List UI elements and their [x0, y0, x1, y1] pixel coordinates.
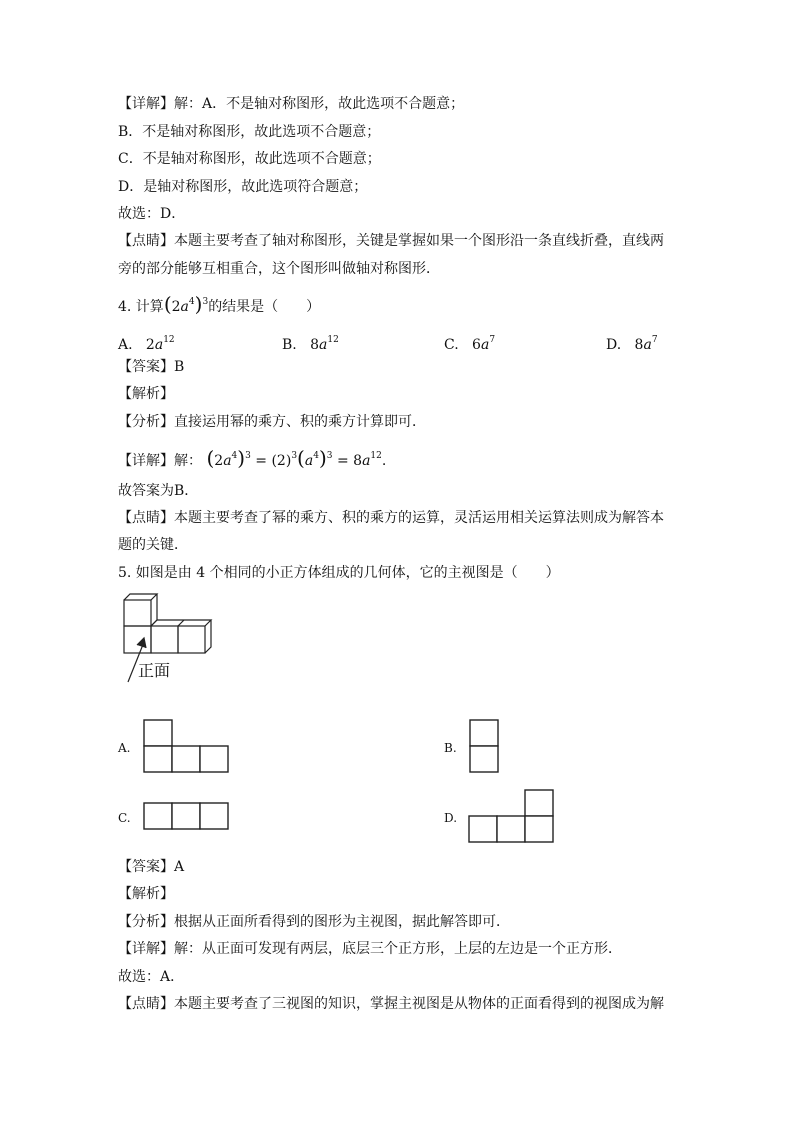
q5-option-d[interactable]: D.: [444, 811, 458, 825]
answer-tag: 【答案】: [118, 359, 174, 375]
eq-rhs-exp: 12: [370, 451, 382, 461]
option-coef: 2: [145, 337, 155, 353]
q5-option-a[interactable]: A.: [118, 741, 131, 755]
q5-answer: [118, 857, 184, 877]
option-var: a: [643, 337, 652, 353]
q5-analysis-tag: 【解析】: [118, 886, 174, 902]
q4-comment-text: 本题主要考查了幂的乘方、积的乘方的运算，灵活运用相关运算法则成为解答本: [174, 510, 664, 526]
analysis-text: 根据从正面所看得到的图形为主视图，据此解答即可．: [174, 914, 510, 930]
q4-stem-expression: $(2a^4)^3$: [163, 292, 209, 316]
eq-rhs-coef: 8: [353, 453, 363, 469]
q3-detail-c: C．不是轴对称图形，故此选项不合题意；: [118, 151, 381, 167]
answer-tag: 【答案】: [118, 859, 174, 875]
eq-inner-exp: 4: [313, 451, 319, 461]
q4-analysis-tag: 【解析】: [118, 386, 174, 402]
q5-option-b[interactable]: B.: [444, 741, 457, 755]
comment-tag: 【点睛】: [118, 233, 174, 249]
cube-top-top: [124, 594, 157, 600]
analysis-sub-tag: 【分析】: [118, 414, 174, 430]
q3-detail-b: B．不是轴对称图形，故此选项不合题意；: [118, 124, 381, 140]
option-letter: A.: [118, 337, 133, 353]
comment-tag: 【点睛】: [118, 996, 174, 1012]
q5-choose: 故选：A．: [118, 969, 185, 985]
eq-inner-exp: 4: [231, 451, 238, 461]
q4-equation: $(2a^4)^3 = (2)^3(a^4)^3 = 8a^{12}$.: [206, 446, 387, 470]
q3-choose: 故选：D．: [118, 206, 186, 222]
option-exp: 7: [489, 335, 496, 345]
q3-detail-d: D．是轴对称图形，故此选项符合题意；: [118, 179, 368, 195]
expr-coef: 2: [171, 299, 181, 315]
comment-text: 本题主要考查了三视图的知识，掌握主视图是从物体的正面看得到的视图成为解: [174, 996, 664, 1012]
eq-mid-exp: 3: [291, 451, 298, 461]
option-letter: B.: [282, 337, 297, 353]
q5-stem: 5. 如图是由 4 个相同的小正方体组成的几何体，它的主视图是（ ）: [118, 565, 560, 581]
option-d-figure: [469, 790, 553, 842]
arrow-head-icon: [137, 638, 146, 648]
q5-comment: [118, 994, 664, 1014]
answer-value: B: [174, 359, 185, 375]
q3-detail-a: 解：A．不是轴对称图形，故此选项不合题意；: [174, 96, 465, 112]
eq-end: .: [381, 453, 387, 469]
q3-comment-text: 本题主要考查了轴对称图形，关键是掌握如果一个图形沿一条直线折叠，直线两: [174, 233, 664, 249]
detail-prefix: 解：: [174, 453, 202, 469]
q5-option-c[interactable]: C.: [118, 811, 131, 825]
eq-outer-exp: 3: [245, 451, 251, 461]
answer-value: A: [174, 859, 185, 875]
option-exp: 7: [651, 335, 658, 345]
eq-mid-coef: (2): [271, 453, 292, 469]
option-coef: 6: [472, 337, 481, 353]
comment-tag: 【点睛】: [118, 510, 174, 526]
eq-var: a: [304, 453, 314, 469]
option-coef: 8: [310, 337, 320, 353]
figure-front-label: 正面: [138, 661, 171, 680]
option-exp: 12: [163, 335, 175, 345]
eq-lhs-coef: 2: [214, 453, 224, 469]
detail-tag: 【详解】: [118, 96, 174, 112]
expr-var: a: [180, 299, 189, 315]
q3-comment-line2: 旁的部分能够互相重合，这个图形叫做轴对称图形．: [118, 261, 440, 277]
option-letter: D.: [606, 337, 622, 353]
option-b-figure: [470, 720, 498, 772]
eq-var: a: [362, 453, 371, 469]
option-c-figure: [144, 803, 228, 829]
q4-stem-suffix: 的结果是（ ）: [208, 299, 321, 315]
cube-bottom-3: [178, 626, 205, 653]
cube-bottom-2: [151, 626, 178, 653]
q4-stem-prefix: 4. 计算: [118, 299, 164, 315]
option-var: a: [480, 337, 490, 353]
q5-analysis: [118, 912, 510, 932]
option-var: a: [319, 337, 328, 353]
option-var: a: [154, 337, 164, 353]
cube-top-front: [124, 600, 151, 626]
option-coef: 8: [634, 337, 644, 353]
detail-text: 解：从正面可发现有两层，底层三个正方形，上层的左边是一个正方形．: [174, 941, 622, 957]
q4-comment-line2: 题的关键．: [118, 537, 188, 553]
option-letter: C.: [444, 337, 459, 353]
cube-bottom-1: [124, 626, 151, 653]
expr-outer-exp: 3: [202, 297, 209, 307]
analysis-sub-tag: 【分析】: [118, 914, 174, 930]
detail-tag: 【详解】: [118, 941, 174, 957]
eq-outer-exp: 3: [326, 451, 333, 461]
expr-inner-exp: 4: [188, 297, 195, 307]
analysis-text: 直接运用幂的乘方、积的乘方计算即可．: [174, 414, 426, 430]
q5-detail: [118, 939, 622, 959]
detail-tag: 【详解】: [118, 453, 174, 469]
q4-conclusion: 故答案为B．: [118, 483, 199, 499]
eq-var: a: [223, 453, 232, 469]
option-exp: 12: [327, 335, 339, 345]
option-a-figure: [144, 720, 228, 772]
